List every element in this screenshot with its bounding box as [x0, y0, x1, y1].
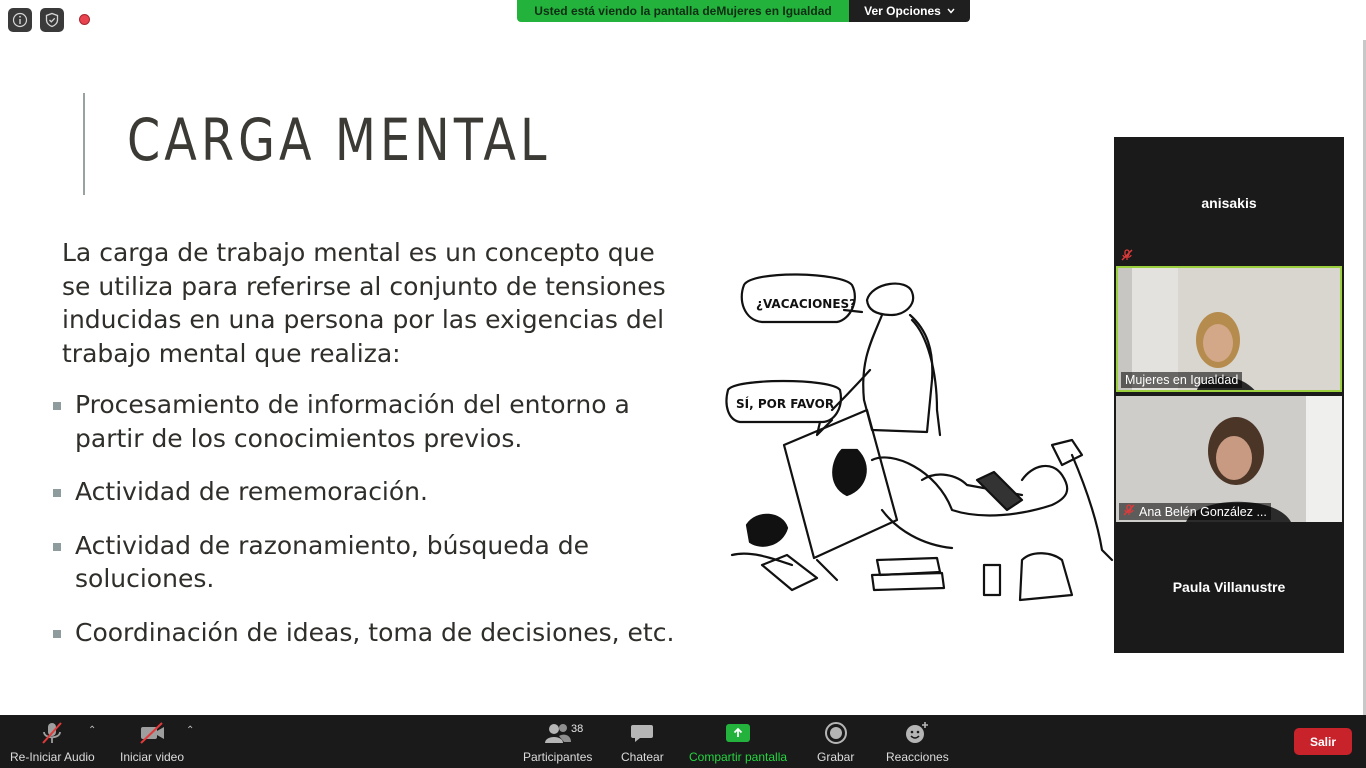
- slide-paragraph: La carga de trabajo mental es un concepto que se utiliza para referirse al conjunto de tensiones inducidas en una persona por las exigencias del trabajo mental que realiza:: [62, 238, 666, 368]
- title-accent-bar: [83, 93, 85, 195]
- bullet-item: Procesamiento de información del entorno a partir de los conocimientos previos.: [62, 388, 682, 455]
- share-status-text: Usted está viendo la pantalla de Mujeres en Igualdad: [517, 0, 849, 22]
- participant-name[interactable]: anisakis: [1201, 195, 1257, 211]
- view-options-button[interactable]: Ver Opciones: [849, 0, 970, 22]
- recording-indicator-icon: [79, 14, 90, 25]
- smiley-plus-icon: [903, 720, 931, 746]
- speech-bubble-1-text: ¿VACACIONES?: [756, 297, 857, 311]
- participants-button[interactable]: Participantes: [523, 719, 592, 764]
- share-screen-icon: [726, 724, 750, 742]
- participants-icon: [544, 722, 572, 744]
- tile-name-label: Ana Belén González ...: [1119, 503, 1271, 520]
- record-button[interactable]: Grabar: [817, 719, 854, 764]
- leave-meeting-button[interactable]: Salir: [1294, 728, 1352, 755]
- participants-count-badge: 38: [571, 723, 584, 735]
- bullet-item: Coordinación de ideas, toma de decisiones, etc.: [62, 616, 682, 650]
- video-options-caret-icon[interactable]: ⌃: [186, 725, 195, 736]
- bullet-square-icon: [53, 402, 61, 410]
- shield-icon[interactable]: [40, 8, 64, 32]
- bullet-square-icon: [53, 630, 61, 638]
- meeting-toolbar: [0, 715, 1366, 768]
- microphone-muted-icon: [39, 720, 65, 746]
- speech-bubble-2-text: SÍ, POR FAVOR: [736, 397, 835, 411]
- record-icon: [824, 721, 848, 745]
- video-button[interactable]: Iniciar video: [120, 719, 184, 764]
- bullet-square-icon: [53, 543, 61, 551]
- audio-options-caret-icon[interactable]: ⌃: [88, 725, 97, 736]
- bullet-item: Actividad de rememoración.: [62, 475, 682, 509]
- chevron-down-icon: [947, 8, 955, 14]
- tile-name-label: Mujeres en Igualdad: [1121, 372, 1242, 388]
- reactions-button[interactable]: Reacciones: [886, 719, 949, 764]
- audio-button[interactable]: Re-Iniciar Audio: [10, 719, 95, 764]
- mic-muted-icon: [1121, 249, 1133, 264]
- slide-body: [62, 236, 682, 669]
- participants-video-panel: [1114, 137, 1344, 653]
- share-screen-button[interactable]: Compartir pantalla: [689, 719, 787, 764]
- info-icon[interactable]: [8, 8, 32, 32]
- bullet-item: Actividad de razonamiento, búsqueda de soluciones.: [62, 529, 682, 596]
- video-tile[interactable]: [1116, 396, 1342, 522]
- camera-off-icon: [138, 720, 166, 746]
- screen-share-banner: [517, 0, 970, 22]
- mic-muted-icon: [1123, 504, 1135, 519]
- chat-button[interactable]: Chatear: [621, 719, 664, 764]
- chat-bubble-icon: [630, 722, 654, 744]
- slide-title: CARGA MENTAL: [127, 106, 551, 174]
- participant-name[interactable]: Paula Villanustre: [1172, 579, 1286, 595]
- slide-illustration: [722, 260, 1117, 610]
- video-tile-active-speaker[interactable]: [1116, 266, 1342, 392]
- bullet-square-icon: [53, 489, 61, 497]
